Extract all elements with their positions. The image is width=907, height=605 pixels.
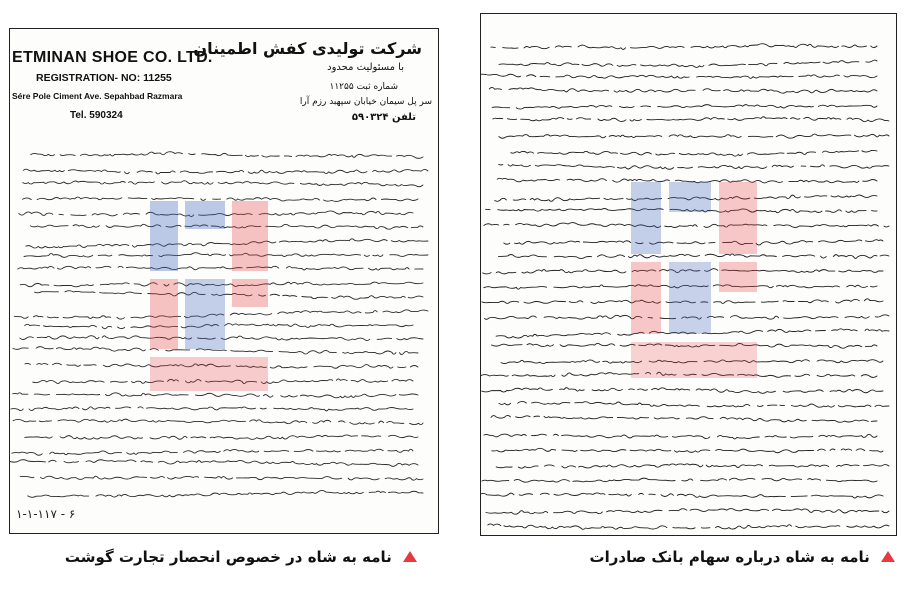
handwritten-line	[20, 363, 418, 368]
handwritten-line	[13, 419, 423, 425]
handwritten-line	[482, 478, 877, 482]
caption-left-text: نامه به شاه در خصوص انحصار تجارت گوشت	[64, 548, 392, 566]
letterhead-tel-en: Tel. 590324	[70, 110, 123, 121]
handwritten-line	[18, 266, 423, 270]
letterhead-address-en: Sére Pole Ciment Ave. Sepahbad Razmara	[12, 91, 183, 101]
handwritten-line	[31, 152, 423, 159]
handwritten-line	[485, 44, 877, 50]
caption-right-text: نامه به شاه درباره سهام بانک صادرات	[589, 548, 870, 566]
handwritten-line	[495, 60, 877, 67]
handwritten-line	[20, 324, 413, 329]
handwritten-line	[14, 310, 428, 319]
handwritten-line	[20, 476, 423, 480]
handwriting-right	[481, 14, 897, 536]
handwritten-line	[481, 299, 883, 304]
handwritten-line	[481, 493, 883, 498]
handwritten-line	[501, 360, 883, 364]
handwritten-line	[499, 164, 889, 169]
handwritten-line	[496, 329, 889, 338]
handwritten-line	[481, 74, 877, 78]
handwritten-line	[499, 254, 889, 259]
handwritten-line	[13, 336, 423, 341]
handwritten-line	[19, 211, 413, 217]
handwritten-line	[486, 509, 889, 515]
handwritten-line	[492, 448, 883, 452]
handwritten-line	[25, 435, 418, 439]
handwritten-line	[499, 401, 889, 407]
handwritten-line	[481, 524, 889, 529]
handwritten-line	[33, 379, 413, 384]
handwritten-line	[492, 343, 877, 348]
letterhead-tel-fa: تلفن ۵۹۰۳۲۴	[351, 112, 416, 123]
handwritten-line	[504, 240, 883, 245]
handwritten-line	[481, 209, 877, 213]
letterhead-company-fa: شرکت تولیدی کفش اطمینان	[193, 39, 422, 58]
handwritten-line	[17, 169, 428, 174]
handwritten-line	[28, 490, 423, 497]
handwritten-line	[481, 372, 877, 377]
handwritten-line	[483, 269, 883, 274]
handwritten-line	[30, 224, 423, 229]
handwritten-line	[492, 105, 877, 109]
handwritten-line	[493, 117, 889, 122]
letterhead-company-en: ETMINAN SHOE CO. LTD.	[12, 49, 213, 66]
caption-left	[65, 548, 417, 566]
handwritten-line	[497, 178, 877, 183]
handwritten-line	[491, 415, 877, 422]
handwritten-line	[23, 181, 423, 187]
triangle-bullet-icon	[403, 551, 417, 562]
handwritten-line	[484, 434, 877, 439]
letterhead-subtitle-fa: با مسئولیت محدود	[327, 62, 404, 73]
handwritten-line	[13, 347, 418, 355]
handwritten-line	[10, 460, 418, 467]
handwritten-line	[511, 150, 877, 156]
letterhead-registration-en: REGISTRATION- NO: 11255	[36, 72, 172, 84]
handwritten-line	[484, 223, 889, 228]
handwritten-line	[16, 197, 418, 201]
handwritten-line	[495, 195, 877, 201]
handwritten-line	[499, 134, 889, 138]
letterhead-registration-fa: شماره ثبت ۱۱۲۵۵	[329, 82, 398, 92]
handwritten-line	[485, 315, 889, 319]
handwritten-line	[19, 253, 428, 258]
handwritten-line	[489, 87, 877, 93]
handwritten-line	[496, 464, 889, 468]
handwritten-line	[484, 285, 877, 289]
handwritten-line	[10, 393, 418, 398]
handwritten-line	[11, 407, 413, 411]
handwritten-line	[20, 239, 428, 248]
handwritten-line	[12, 282, 423, 287]
triangle-bullet-icon	[881, 551, 895, 562]
handwritten-line	[12, 449, 413, 455]
caption-right	[590, 548, 895, 566]
handwritten-date: ۱-۱-۱۱۷ - ۶	[16, 507, 76, 521]
handwritten-line	[482, 388, 883, 394]
letter-bank-saderat-shares	[480, 13, 897, 536]
handwritten-line	[27, 291, 423, 300]
letterhead-address-fa: سر پل سیمان خیابان سپهبد رزم آرا	[299, 97, 432, 107]
letter-meat-trade	[9, 28, 439, 534]
